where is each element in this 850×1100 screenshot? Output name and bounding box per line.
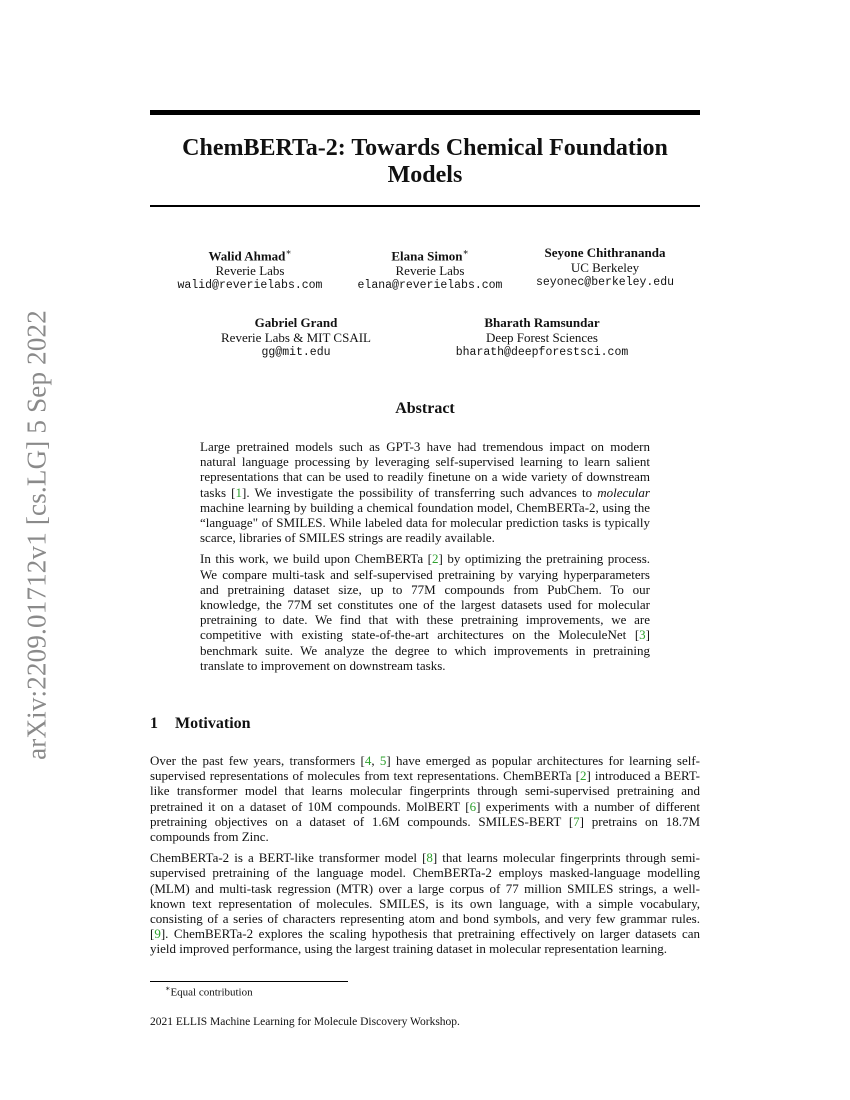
author-affiliation: UC Berkeley xyxy=(570,260,640,275)
author-block xyxy=(150,245,350,294)
abstract-body xyxy=(200,439,650,679)
arxiv-sidebar-stamp xyxy=(22,300,52,770)
citation-link[interactable]: 9 xyxy=(154,926,161,942)
author-name: Elana Simon xyxy=(391,248,463,264)
body-paragraph: ChemBERTa-2 is a BERT-like transformer model [8] that learns molecular fingerprints through semi-supervised pretraining of the language model. ChemBERTa-2 employs masked-language modelling (MLM) and multi-task regression (MTR) over a large corpus of 77 million SMILES strings, a well-known text representation of molecules. SMILES, is its own language, with a simple vocabulary, consisting of a series of characters representing atom and bond symbols, and very few grammar rules. [9]. ChemBERTa-2 explores the scaling hypothesis that pretraining effectively on larger datasets can yield improved performance, using the largest training dataset in molecular representation learning. xyxy=(150,850,700,957)
author-affiliation: Reverie Labs xyxy=(215,263,285,279)
footnote-mark: ∗ xyxy=(165,984,171,993)
footnote-text: Equal contribution xyxy=(170,986,253,999)
citation-link[interactable]: 3 xyxy=(639,627,646,643)
citation-link[interactable]: 4 xyxy=(364,753,372,768)
author-name: Gabriel Grand xyxy=(254,315,338,330)
author-name: Walid Ahmad xyxy=(208,248,286,264)
paper-title xyxy=(150,135,700,189)
section-heading xyxy=(150,715,251,733)
author-affiliation: Deep Forest Sciences xyxy=(486,330,598,345)
arxiv-identifier: arXiv:2209.01712v1 [cs.LG] 5 Sep 2022 xyxy=(21,310,52,760)
venue-note: 2021 ELLIS Machine Learning for Molecule Discovery Workshop. xyxy=(150,1016,460,1028)
title-bottom-rule xyxy=(150,205,700,207)
author-name: Bharath Ramsundar xyxy=(484,315,600,330)
title-line-1: ChemBERTa-2: Towards Chemical Foundation xyxy=(182,135,668,161)
citation-link[interactable]: 1 xyxy=(235,484,242,500)
citation-link[interactable]: 6 xyxy=(469,798,477,814)
author-email: walid@reverielabs.com xyxy=(177,279,323,293)
author-email: gg@mit.edu xyxy=(261,346,331,359)
abstract-paragraph: In this work, we build upon ChemBERTa [2] by optimizing the pretraining process. We compare multi-task and self-supervised pretraining by varying hyperparameters and pretraining dataset size, up to 77M compounds from PubChem. To our knowledge, the 77M set constitutes one of the largest datasets used for molecular pretraining to date. We find that with these pretraining improvements, we are competitive with existing state-of-the-art architectures on the MoleculeNet [3] benchmark suite. We analyze the degree to which improvements in pretraining translate to improvement on downstream tasks. xyxy=(200,551,651,673)
footnote-rule xyxy=(150,981,348,982)
citation-link[interactable]: 5 xyxy=(379,753,387,768)
citation-link[interactable]: 8 xyxy=(426,850,433,866)
section-title: Motivation xyxy=(175,715,251,732)
title-line-2: Models xyxy=(387,162,463,188)
author-affiliation: Reverie Labs xyxy=(395,263,465,279)
author-email: seyonec@berkeley.edu xyxy=(535,276,675,289)
citation-link[interactable]: 2 xyxy=(579,768,587,784)
citation-link[interactable]: 2 xyxy=(431,551,439,567)
equal-contribution-mark: ∗ xyxy=(462,247,469,257)
author-block xyxy=(196,315,396,361)
author-block xyxy=(330,245,530,294)
title-top-rule xyxy=(150,110,700,115)
author-block xyxy=(505,245,705,291)
section-number: 1 xyxy=(150,715,158,732)
citation-link[interactable]: 7 xyxy=(573,813,580,829)
footnote xyxy=(165,984,253,999)
abstract-paragraph: Large pretrained models such as GPT-3 have had tremendous impact on modern natural language processing by leveraging self-supervised learning to learn salient representations that can be used to readily finetune on a wide variety of downstream tasks [1]. We investigate the possibility of transferring such advances to molecular machine learning by building a chemical foundation model, ChemBERTa-2, using the “language" of SMILES. While labeled data for molecular prediction tasks is typically scarce, libraries of SMILES strings are readily available. xyxy=(200,439,650,546)
author-affiliation: Reverie Labs & MIT CSAIL xyxy=(221,330,371,345)
author-name: Seyone Chithrananda xyxy=(544,245,666,260)
author-email: bharath@deepforestsci.com xyxy=(455,346,629,359)
body-paragraph: Over the past few years, transformers [4, 5] have emerged as popular architectures for learning self-supervised representations of molecules from text representations. ChemBERTa [2] introduced a BERT-like transformer model that learns molecular fingerprints through semi-supervised pretraining and pretrained it on a dataset of 10M compounds. MolBERT [6] experiments with a number of different pretraining objectives on a dataset of 1.6M compounds. SMILES-BERT [7] pretrains on 18.7M compounds from Zinc. xyxy=(150,753,701,845)
author-block xyxy=(432,315,652,361)
section-body xyxy=(150,753,700,963)
equal-contribution-mark: ∗ xyxy=(285,247,292,257)
author-email: elana@reverielabs.com xyxy=(357,279,503,293)
abstract-heading: Abstract xyxy=(395,400,455,417)
